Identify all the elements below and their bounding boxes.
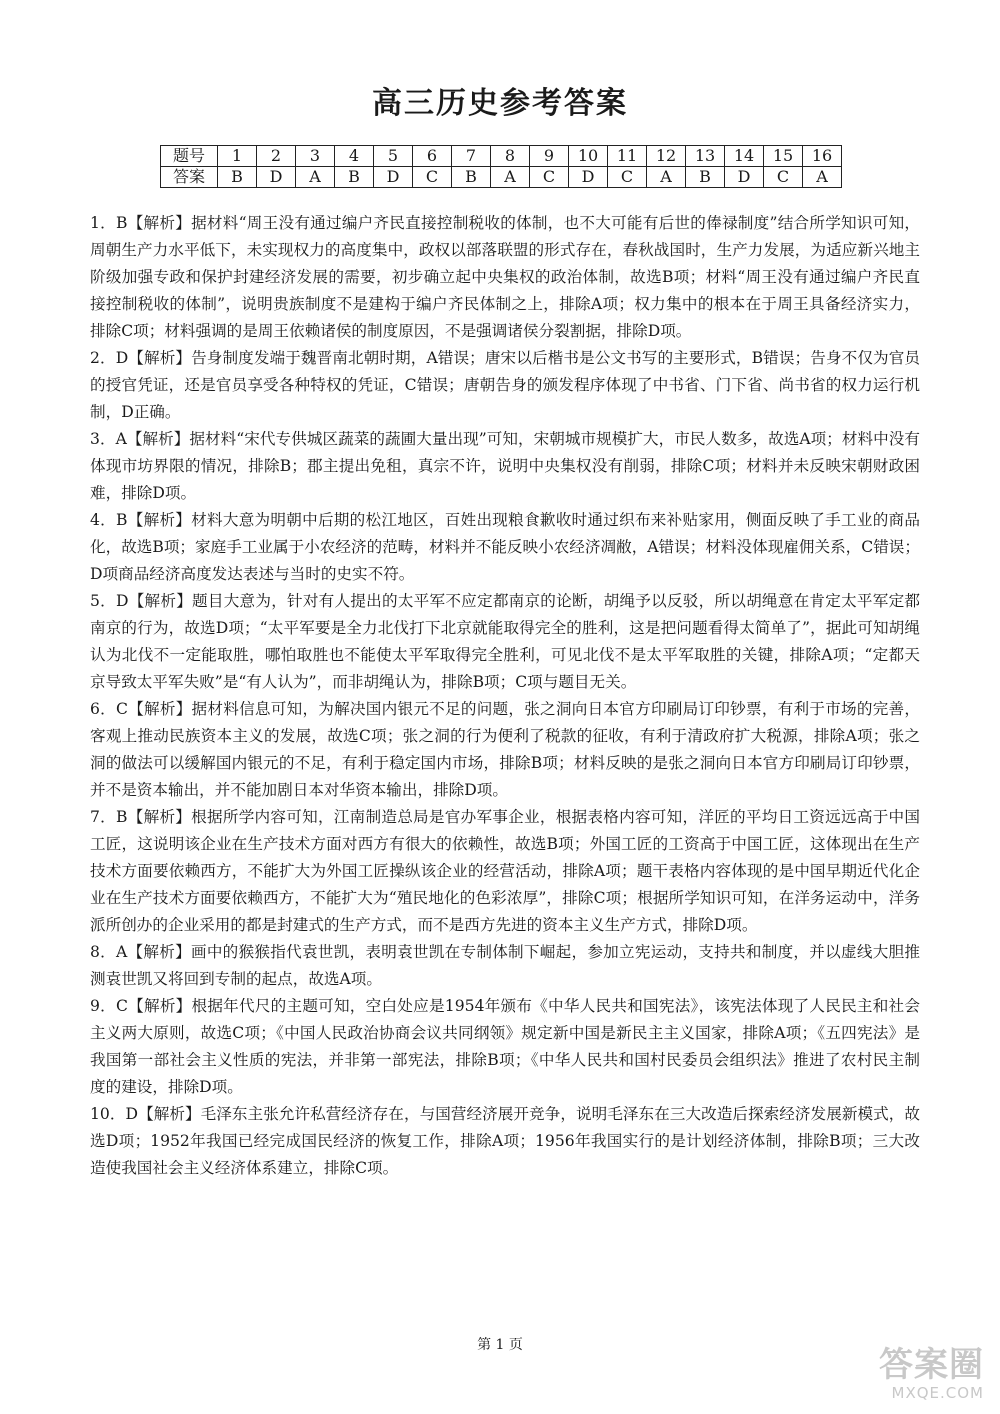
table-row-answers	[161, 167, 842, 188]
answer-cell: B	[452, 167, 491, 188]
question-number: 7	[452, 146, 491, 167]
page-title: 高三历史参考答案	[372, 86, 628, 121]
explanation-paragraph: 7．B【解析】根据所学内容可知，江南制造总局是官办军事企业，根据表格内容可知，洋匠的平均日工资远远高于中国工匠，这说明该企业在生产技术方面对西方有很大的依赖性，故选B项；外国工匠的工资高于中国工匠，这体现出在生产技术方面要依赖西方，不能扩大为外国工匠操纵该企业的经营活动，排除A项；题干表格内容体现的是中国早期近代化企业在生产技术方面要依赖西方，不能扩大为“殖民地化的色彩浓厚”，排除C项；根据所学知识可知，在洋务运动中，洋务派所创办的企业采用的都是封建式的生产方式，而不是西方先进的资本主义生产方式，排除D项。	[90, 808, 920, 934]
answer-table	[160, 145, 842, 188]
question-number: 5	[374, 146, 413, 167]
watermark-url: MXQE.COM	[891, 1384, 984, 1402]
question-number: 2	[257, 146, 296, 167]
question-number: 11	[608, 146, 647, 167]
explanation-paragraph: 4．B【解析】材料大意为明朝中后期的松江地区，百姓出现粮食歉收时通过织布来补贴家用，侧面反映了手工业的商品化，故选B项；家庭手工业属于小农经济的范畴，材料并不能反映小农经济凋敝，A错误；材料没体现雇佣关系，C错误；D项商品经济高度发达表述与当时的史实不符。	[90, 511, 920, 583]
explanation-paragraph: 6．C【解析】据材料信息可知，为解决国内银元不足的问题，张之洞向日本官方印刷局订印钞票，有利于市场的完善，客观上推动民族资本主义的发展，故选C项；张之洞的行为便利了税款的征收，有利于清政府扩大税源，排除A项；张之洞的做法可以缓解国内银元的不足，有利于稳定国内市场，排除B项；材料反映的是张之洞向日本官方印刷局订印钞票，并不是资本输出，并不能加剧日本对华资本输出，排除D项。	[90, 700, 920, 799]
question-number: 10	[569, 146, 608, 167]
explanation-paragraph: 5．D【解析】题目大意为，针对有人提出的太平军不应定都南京的论断，胡绳予以反驳，所以胡绳意在肯定太平军定都南京的行为，故选D项；“太平军要是全力北伐打下北京就能取得完全的胜利，这是把问题看得太简单了”，据此可知胡绳认为北伐不一定能取胜，哪怕取胜也不能使太平军取得完全胜利，可见北伐不是太平军取胜的关键，排除A项；“定都天京导致太平军失败”是“有人认为”，而非胡绳认为，排除B项；C项与题目无关。	[90, 592, 920, 691]
answer-cell: A	[803, 167, 842, 188]
explanation-paragraph: 1．B【解析】据材料“周王没有通过编户齐民直接控制税收的体制，也不大可能有后世的俸禄制度”结合所学知识可知，周朝生产力水平低下，未实现权力的高度集中，政权以部落联盟的形式存在，春秋战国时，生产力发展，为适应新兴地主阶级加强专政和保护封建经济发展的需要，初步确立起中央集权的政治体制，故选B项；材料“周王没有通过编户齐民直接控制税收的体制”，说明贵族制度不是建构于编户齐民体制之上，排除A项；权力集中的根本在于周王具备经济实力，排除C项；材料强调的是周王依赖诸侯的制度原因，不是强调诸侯分裂割据，排除D项。	[90, 214, 920, 340]
explanation-paragraph: 3．A【解析】据材料“宋代专供城区蔬菜的蔬圃大量出现”可知，宋朝城市规模扩大，市民人数多，故选A项；材料中没有体现市坊界限的情况，排除B；郡主提出免租，真宗不许，说明中央集权没有削弱，排除C项；材料并未反映宋朝财政困难，排除D项。	[90, 430, 920, 502]
row-label-number: 题号	[161, 146, 218, 167]
answer-cell: D	[725, 167, 764, 188]
answer-cell: B	[335, 167, 374, 188]
explanation-paragraph: 2．D【解析】告身制度发端于魏晋南北朝时期，A错误；唐宋以后楷书是公文书写的主要形式，B错误；告身不仅为官员的授官凭证，还是官员享受各种特权的凭证，C错误；唐朝告身的颁发程序体现了中书省、门下省、尚书省的权力运行机制，D正确。	[90, 349, 920, 421]
question-number: 16	[803, 146, 842, 167]
question-number: 14	[725, 146, 764, 167]
answer-cell: A	[296, 167, 335, 188]
answer-cell: C	[608, 167, 647, 188]
explanations	[90, 210, 920, 1182]
question-number: 8	[491, 146, 530, 167]
answer-cell: D	[569, 167, 608, 188]
question-number: 1	[218, 146, 257, 167]
explanation-paragraph: 9．C【解析】根据年代尺的主题可知，空白处应是1954年颁布《中华人民共和国宪法》，该宪法体现了人民民主和社会主义两大原则，故选C项；《中国人民政治协商会议共同纲领》规定新中国是新民主主义国家，排除A项；《五四宪法》是我国第一部社会主义性质的宪法，并非第一部宪法，排除B项；《中华人民共和国村民委员会组织法》推进了农村民主制度的建设，排除D项。	[90, 997, 920, 1096]
answer-cell: C	[413, 167, 452, 188]
site-watermark	[814, 1346, 984, 1408]
answer-cell: B	[218, 167, 257, 188]
question-number: 13	[686, 146, 725, 167]
explanation-paragraph: 8．A【解析】画中的猴猴指代袁世凯，表明袁世凯在专制体制下崛起，参加立宪运动，支持共和制度，并以虚线大胆推测袁世凯又将回到专制的起点，故选A项。	[90, 943, 920, 988]
question-number: 3	[296, 146, 335, 167]
watermark-logo-text: 答案圈	[879, 1345, 984, 1385]
answer-cell: A	[647, 167, 686, 188]
answer-cell: A	[491, 167, 530, 188]
row-label-answer: 答案	[161, 167, 218, 188]
page-number: 第 1 页	[477, 1337, 523, 1353]
question-number: 4	[335, 146, 374, 167]
answer-cell: C	[764, 167, 803, 188]
question-number: 12	[647, 146, 686, 167]
answer-cell: D	[257, 167, 296, 188]
question-number: 15	[764, 146, 803, 167]
table-row-numbers	[161, 146, 842, 167]
answer-cell: B	[686, 167, 725, 188]
question-number: 9	[530, 146, 569, 167]
question-number: 6	[413, 146, 452, 167]
answer-cell: C	[530, 167, 569, 188]
answer-cell: D	[374, 167, 413, 188]
explanation-paragraph: 10．D【解析】毛泽东主张允许私营经济存在，与国营经济展开竞争，说明毛泽东在三大改造后探索经济发展新模式，故选D项；1952年我国已经完成国民经济的恢复工作，排除A项；1956年我国实行的是计划经济体制，排除B项；三大改造使我国社会主义经济体系建立，排除C项。	[90, 1105, 920, 1177]
